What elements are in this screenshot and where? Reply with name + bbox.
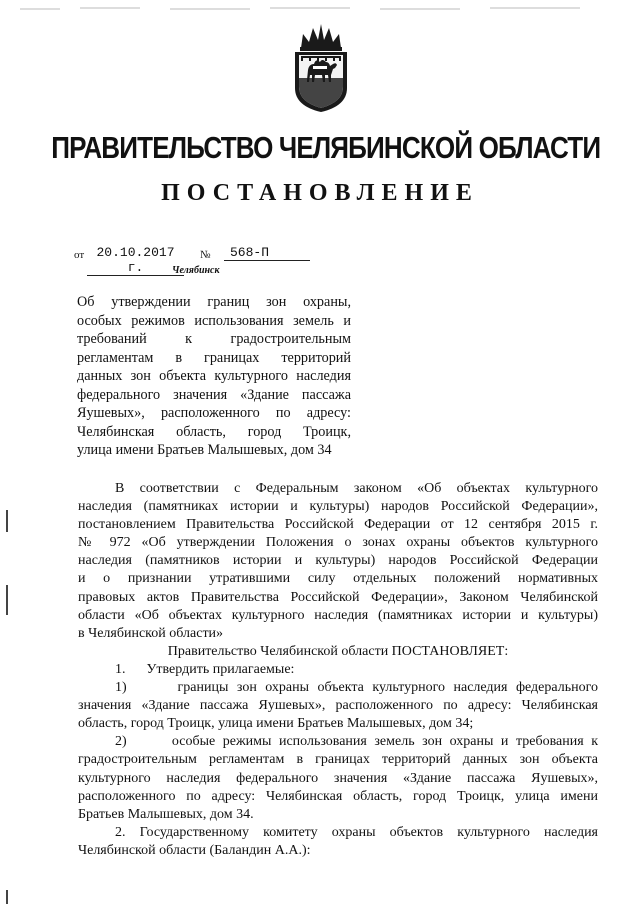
body-line: наследия (памятников истории и культуры) народов Российской Федерации xyxy=(78,553,598,569)
document-date: 20.10.2017 г. xyxy=(87,245,184,276)
body-line: Братьев Малышевых, дом 34. xyxy=(78,806,254,822)
resolves-line: Правительство Челябинской области ПОСТАНОВЛЯЕТ: xyxy=(167,643,509,659)
subject-line: Яушевых», расположенного по адресу: xyxy=(77,405,351,421)
scan-edge-mark xyxy=(6,585,8,615)
body-line: № 972 «Об утверждении Положения о зонах охраны объектов культурного xyxy=(78,535,598,551)
subject-line: улица имени Братьев Малышевых, дом 34 xyxy=(77,442,332,458)
subject-line: особых режимов использования земель и xyxy=(77,312,351,329)
body-line: области «Об объектах культурного наследия (памятниках истории и культуры) xyxy=(78,607,598,623)
document-type-heading: ПОСТАНОВЛЕНИЕ xyxy=(161,180,479,206)
body-line: 2) особые режимы использования земель зон охраны и требования к xyxy=(115,734,598,750)
body-line: область, город Троицк, улица имени Братьев Малышевых, дом 34; xyxy=(78,716,474,732)
body-line: 2. Государственному комитету охраны объектов культурного наследия xyxy=(115,824,598,840)
item-2 xyxy=(78,824,598,860)
scan-artifact xyxy=(20,6,620,12)
body-line: градостроительным регламентам в границах территорий данных зон объекта xyxy=(78,752,598,768)
body-line: Челябинской области (Баландин А.А.): xyxy=(78,842,311,858)
body-line: правовых актов Правительства Российской Федерации», Законом Челябинской xyxy=(78,589,598,605)
document-body xyxy=(78,480,598,860)
government-title: ПРАВИТЕЛЬСТВО ЧЕЛЯБИНСКОЙ ОБЛАСТИ xyxy=(51,130,601,165)
body-line: культурного наследия федерального значения «Здание пассажа Яушевых», xyxy=(78,770,598,786)
body-line: 1) границы зон охраны объекта культурного наследия федерального xyxy=(115,680,598,696)
number-label: № xyxy=(200,249,211,261)
subject-line: данных зон объекта культурного наследия xyxy=(77,368,351,384)
subject-line: требований к градостроительным xyxy=(77,331,351,347)
body-line: и о признании утратившими силу отдельных положений нормативных xyxy=(78,571,598,587)
item-1-2 xyxy=(78,733,598,823)
body-line: постановлением Правительства Российской Федерации от 12 сентября 2015 г. xyxy=(78,517,598,533)
subject-line: федерального значения «Здание пассажа xyxy=(77,386,351,403)
item-1-1 xyxy=(78,679,598,733)
body-line: В соответствии с Федеральным законом «Об объектах культурного xyxy=(115,481,598,496)
body-line: в Челябинской области» xyxy=(78,625,224,641)
coat-of-arms-icon xyxy=(291,20,351,114)
city-name: Челябинск xyxy=(172,265,220,276)
scan-edge-mark xyxy=(6,510,8,532)
subject-line: регламентам в границах территорий xyxy=(77,349,351,366)
subject-line: Об утверждении границ зон охраны, xyxy=(77,294,351,310)
preamble-paragraph xyxy=(78,480,598,643)
item-1: 1. Утвердить прилагаемые: xyxy=(115,661,295,677)
body-line: значения «Здание пассажа Яушевых», расположенного по адресу: Челябинская xyxy=(78,698,598,714)
body-line: расположенного по адресу: Челябинская область, город Троицк, улица имени xyxy=(78,788,598,804)
document-subject xyxy=(77,293,351,460)
scan-edge-mark xyxy=(6,890,8,904)
document-number: 568-П xyxy=(224,245,310,261)
date-prefix: от xyxy=(74,249,85,261)
subject-line: Челябинская область, город Троицк, xyxy=(77,423,351,440)
body-line: наследия (памятниках истории и культуры) народов Российской Федерации», xyxy=(78,499,598,515)
